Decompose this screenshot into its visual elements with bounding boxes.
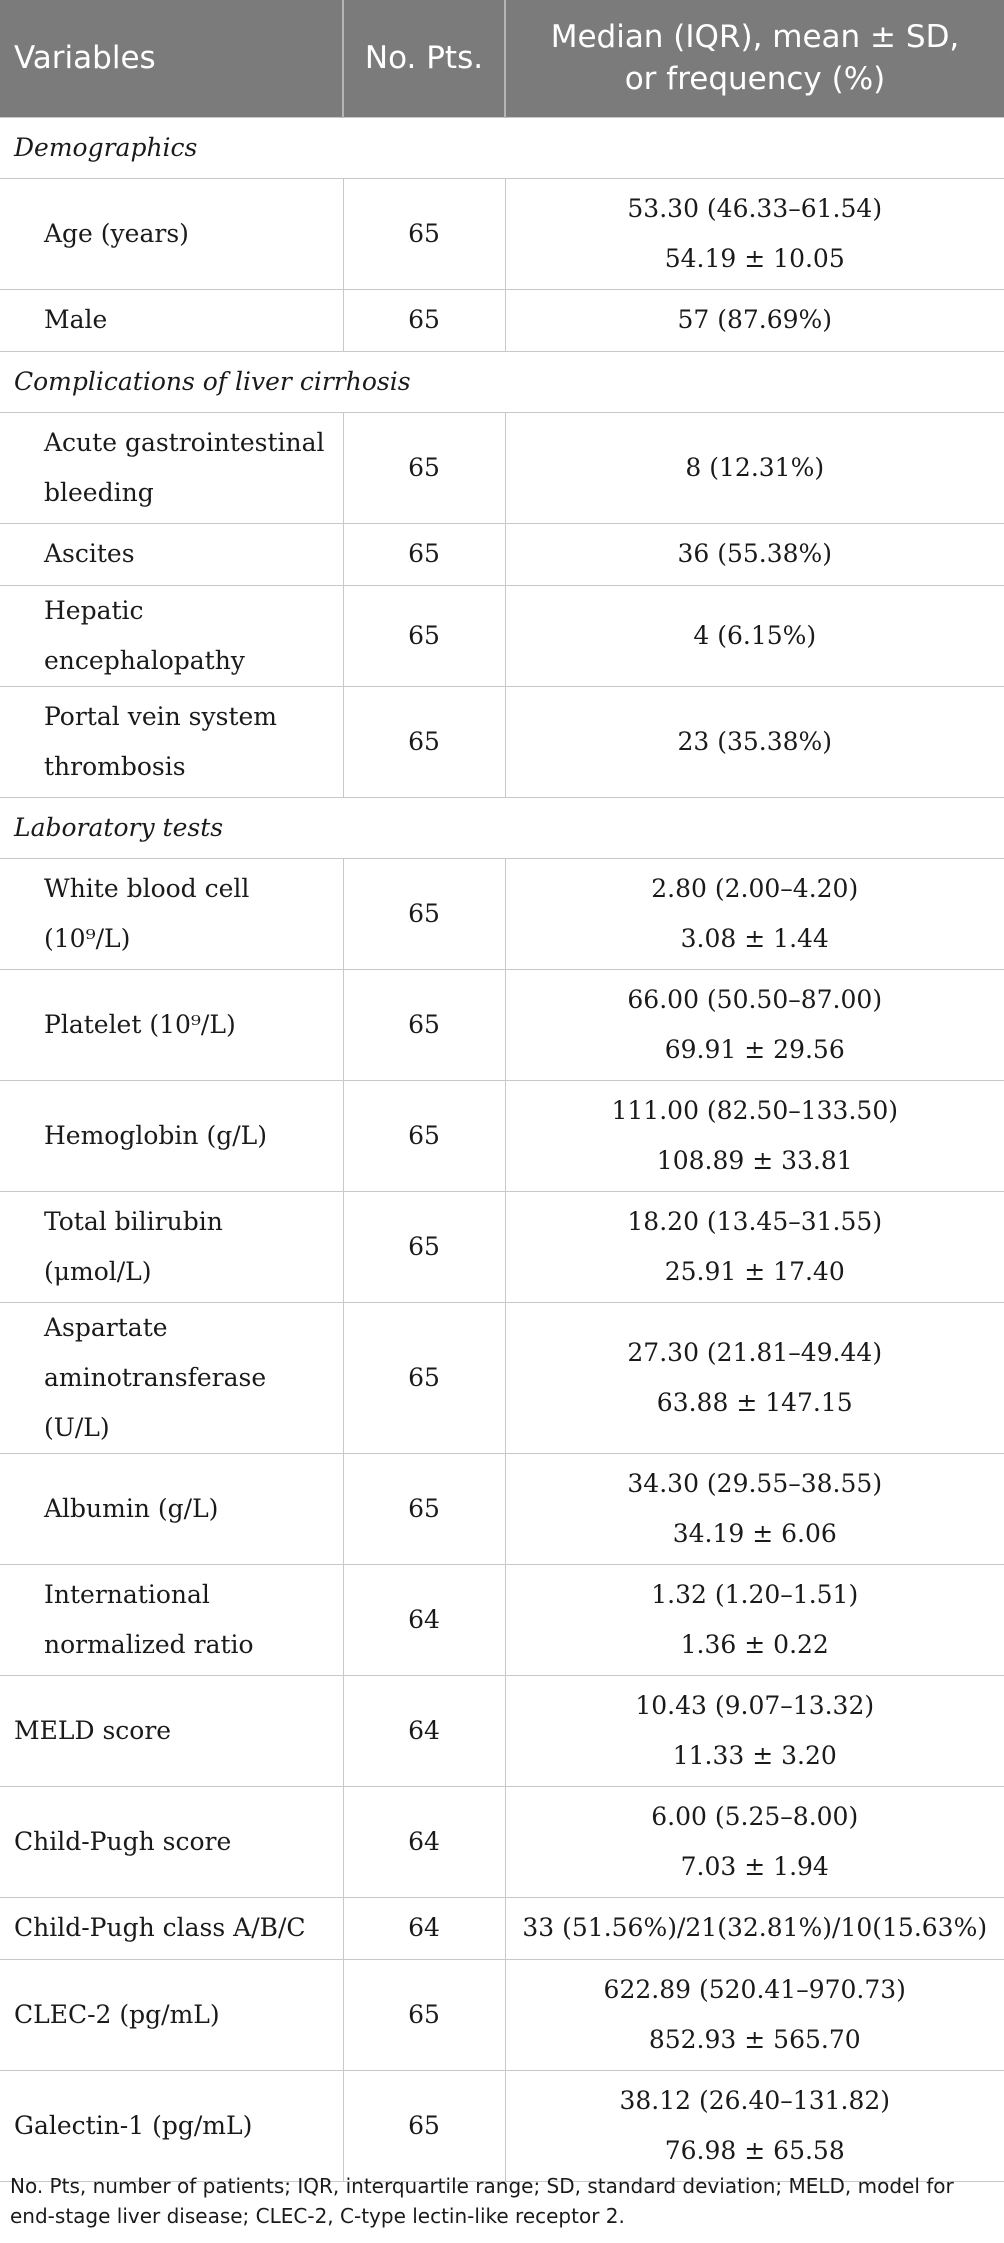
variable-label: Platelet (10⁹/L) xyxy=(44,1009,236,1039)
statistic-primary: 10.43 (9.07–13.32) xyxy=(635,1690,875,1720)
table-row xyxy=(0,585,1004,686)
variable-label-cont: bleeding xyxy=(44,477,154,507)
variable-label: Hepatic encephalopathy xyxy=(44,595,245,675)
statistic-cell xyxy=(505,1080,1004,1191)
variable-label-cont: thrombosis xyxy=(44,751,186,781)
statistic-cell xyxy=(505,1675,1004,1786)
variable-label: Acute gastrointestinal xyxy=(44,427,325,457)
variable-cell xyxy=(0,1959,343,2070)
patient-count: 64 xyxy=(343,1786,505,1897)
statistic-secondary: 3.08 ± 1.44 xyxy=(680,923,829,953)
table-row xyxy=(0,289,1004,351)
statistic-cell xyxy=(505,969,1004,1080)
patient-count: 65 xyxy=(343,969,505,1080)
patient-count: 65 xyxy=(343,2070,505,2181)
header-statistics-line1: Median (IQR), mean ± SD, xyxy=(550,19,960,56)
statistic-cell xyxy=(505,1959,1004,2070)
statistic-primary: 23 (35.38%) xyxy=(677,726,833,756)
variable-cell xyxy=(0,2070,343,2181)
variable-cell xyxy=(0,1191,343,1302)
table-row xyxy=(0,1453,1004,1564)
statistic-primary: 6.00 (5.25–8.00) xyxy=(651,1801,859,1831)
variable-cell xyxy=(0,1786,343,1897)
statistic-primary: 622.89 (520.41–970.73) xyxy=(603,1974,906,2004)
patient-count: 65 xyxy=(343,1080,505,1191)
variable-cell xyxy=(0,686,343,797)
statistic-secondary: 25.91 ± 17.40 xyxy=(664,1256,845,1286)
variable-cell xyxy=(0,858,343,969)
statistic-primary: 53.30 (46.33–61.54) xyxy=(627,193,883,223)
statistic-primary: 4 (6.15%) xyxy=(693,620,817,650)
statistic-cell xyxy=(505,2070,1004,2181)
table-row xyxy=(0,858,1004,969)
statistic-secondary: 63.88 ± 147.15 xyxy=(656,1387,853,1417)
table-header xyxy=(0,0,1004,117)
header-variables: Variables xyxy=(0,0,343,117)
header-statistics-line2: or frequency (%) xyxy=(624,61,886,98)
variable-label: Aspartate xyxy=(44,1312,168,1342)
statistic-cell xyxy=(505,1564,1004,1675)
statistic-primary: 111.00 (82.50–133.50) xyxy=(611,1095,898,1125)
statistic-primary: 33 (51.56%)/21(32.81%)/10(15.63%) xyxy=(522,1913,988,1942)
table-row xyxy=(0,1897,1004,1959)
statistic-secondary: 54.19 ± 10.05 xyxy=(664,243,845,273)
patient-count: 65 xyxy=(343,1453,505,1564)
statistic-primary: 66.00 (50.50–87.00) xyxy=(627,984,883,1014)
statistic-cell xyxy=(505,1786,1004,1897)
variable-label: Galectin-1 (pg/mL) xyxy=(14,2110,253,2140)
table-row xyxy=(0,686,1004,797)
statistic-cell xyxy=(505,1191,1004,1302)
patient-count: 64 xyxy=(343,1675,505,1786)
variable-label: International xyxy=(44,1579,210,1609)
statistic-secondary: 108.89 ± 33.81 xyxy=(656,1145,853,1175)
table-row xyxy=(0,1675,1004,1786)
statistic-primary: 8 (12.31%) xyxy=(685,452,825,482)
patient-count: 65 xyxy=(343,523,505,585)
statistic-secondary: 7.03 ± 1.94 xyxy=(680,1851,829,1881)
statistic-primary: 36 (55.38%) xyxy=(677,539,833,568)
table-footnote: No. Pts, number of patients; IQR, interquartile range; SD, standard deviation; MELD, model for end-stage liver disease; CLEC-2, C-type lectin-like receptor 2. xyxy=(10,2174,954,2228)
patient-count: 65 xyxy=(343,1191,505,1302)
variable-label-cont: normalized ratio xyxy=(44,1629,254,1659)
header-no-pts: No. Pts. xyxy=(343,0,505,117)
statistic-primary: 1.32 (1.20–1.51) xyxy=(651,1579,859,1609)
statistic-cell xyxy=(505,585,1004,686)
statistic-primary: 38.12 (26.40–131.82) xyxy=(619,2085,891,2115)
section-row xyxy=(0,797,1004,858)
variable-label: Child-Pugh class A/B/C xyxy=(14,1913,306,1942)
variable-cell xyxy=(0,1080,343,1191)
variable-label: Child-Pugh score xyxy=(14,1826,232,1856)
variable-cell xyxy=(0,1564,343,1675)
variable-cell xyxy=(0,1453,343,1564)
patient-count: 65 xyxy=(343,1959,505,2070)
section-label: Laboratory tests xyxy=(0,797,1004,858)
statistic-primary: 57 (87.69%) xyxy=(677,305,833,334)
patient-count: 65 xyxy=(343,289,505,351)
statistic-primary: 2.80 (2.00–4.20) xyxy=(651,873,859,903)
statistic-secondary: 852.93 ± 565.70 xyxy=(648,2024,861,2054)
statistic-secondary: 34.19 ± 6.06 xyxy=(672,1518,837,1548)
table-row xyxy=(0,969,1004,1080)
statistic-primary: 27.30 (21.81–49.44) xyxy=(627,1337,883,1367)
variable-cell xyxy=(0,1675,343,1786)
statistic-secondary: 69.91 ± 29.56 xyxy=(664,1034,845,1064)
statistic-primary: 34.30 (29.55–38.55) xyxy=(627,1468,883,1498)
section-label: Demographics xyxy=(0,117,1004,178)
statistic-cell xyxy=(505,523,1004,585)
variable-label: Total bilirubin (μmol/L) xyxy=(44,1206,223,1286)
section-label: Complications of liver cirrhosis xyxy=(0,351,1004,412)
table-body xyxy=(0,117,1004,2181)
patient-count: 65 xyxy=(343,1302,505,1453)
table-row xyxy=(0,1564,1004,1675)
patient-count: 65 xyxy=(343,858,505,969)
variable-label-cont: aminotransferase (U/L) xyxy=(44,1362,267,1442)
table-row xyxy=(0,412,1004,523)
variable-cell xyxy=(0,412,343,523)
table-row xyxy=(0,178,1004,289)
header-statistics xyxy=(505,0,1004,117)
statistic-secondary: 11.33 ± 3.20 xyxy=(672,1740,837,1770)
patient-count: 64 xyxy=(343,1897,505,1959)
table-row xyxy=(0,2070,1004,2181)
statistic-cell xyxy=(505,858,1004,969)
statistic-cell xyxy=(505,289,1004,351)
variable-cell xyxy=(0,178,343,289)
patient-count: 65 xyxy=(343,178,505,289)
variable-label: Albumin (g/L) xyxy=(44,1493,219,1523)
table-row xyxy=(0,1080,1004,1191)
statistic-cell xyxy=(505,1302,1004,1453)
table-row xyxy=(0,1786,1004,1897)
table-row xyxy=(0,1959,1004,2070)
statistic-cell xyxy=(505,686,1004,797)
table-row xyxy=(0,523,1004,585)
variable-label: Hemoglobin (g/L) xyxy=(44,1120,267,1150)
statistic-primary: 18.20 (13.45–31.55) xyxy=(627,1206,883,1236)
variable-label: Ascites xyxy=(44,539,135,568)
section-row xyxy=(0,351,1004,412)
variable-label: Age (years) xyxy=(44,218,189,248)
variable-label: Male xyxy=(44,305,108,334)
variable-cell xyxy=(0,585,343,686)
variable-cell xyxy=(0,1302,343,1453)
variable-cell xyxy=(0,969,343,1080)
variable-label: Portal vein system xyxy=(44,701,277,731)
statistic-cell xyxy=(505,178,1004,289)
variable-cell xyxy=(0,523,343,585)
statistic-cell xyxy=(505,1453,1004,1564)
variable-label: White blood cell (10⁹/L) xyxy=(44,873,250,953)
variable-cell xyxy=(0,289,343,351)
statistic-secondary: 76.98 ± 65.58 xyxy=(664,2135,845,2165)
patient-count: 65 xyxy=(343,686,505,797)
patient-count: 65 xyxy=(343,585,505,686)
variable-label: MELD score xyxy=(14,1715,172,1745)
variable-cell xyxy=(0,1897,343,1959)
statistic-cell xyxy=(505,1897,1004,1959)
patient-count: 64 xyxy=(343,1564,505,1675)
statistic-secondary: 1.36 ± 0.22 xyxy=(680,1629,829,1659)
section-row xyxy=(0,117,1004,178)
variable-label: CLEC-2 (pg/mL) xyxy=(14,1999,220,2029)
table-row xyxy=(0,1191,1004,1302)
statistic-cell xyxy=(505,412,1004,523)
patient-count: 65 xyxy=(343,412,505,523)
table-row xyxy=(0,1302,1004,1453)
